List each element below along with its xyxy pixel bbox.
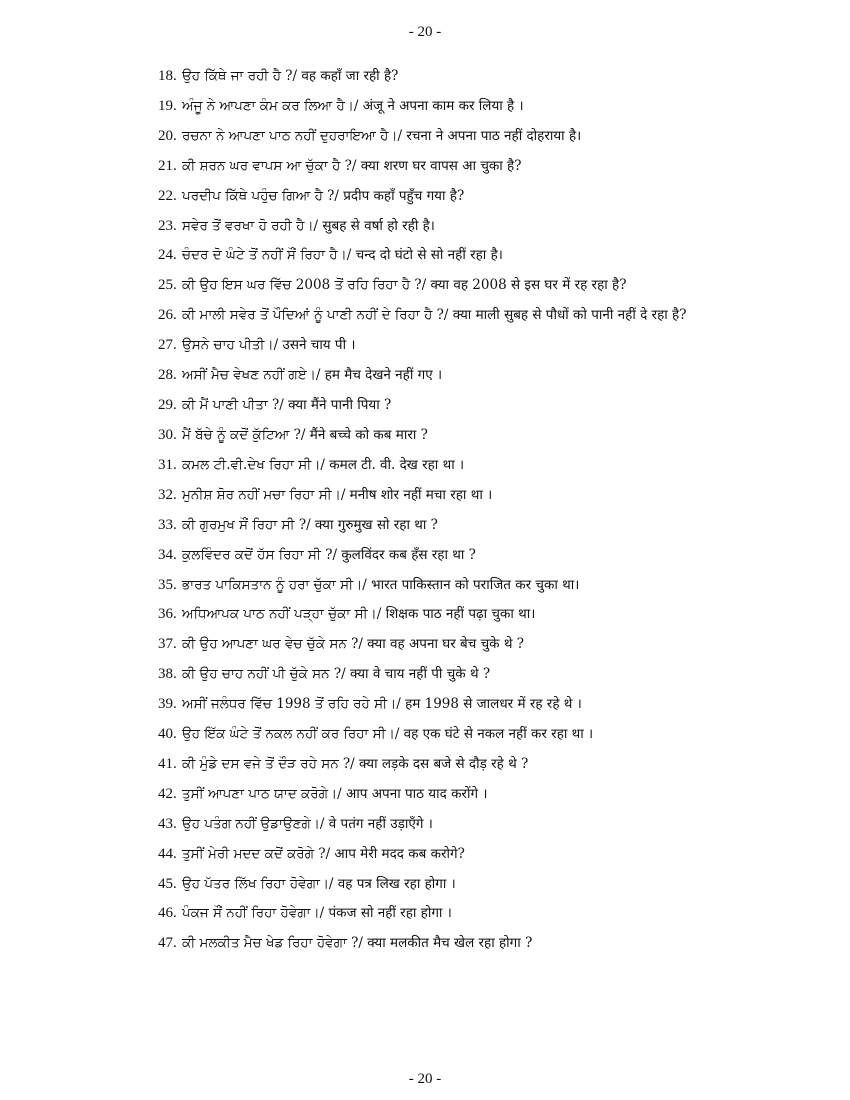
item-number: 18. [158, 68, 177, 84]
item-text: ਭਾਰਤ ਪਾਕਿਸਤਾਨ ਨੂੰ ਹਰਾ ਚੁੱਕਾ ਸੀ।/ भारत पाकिस्तान को पराजित कर चुका था। [182, 576, 580, 593]
item-text: ਅਸੀਂ ਮੈਚ ਵੇਖਣ ਨਹੀਂ ਗਏ।/ हम मैच देखने नहीं गए । [182, 367, 443, 384]
item-number: 32. [158, 486, 177, 503]
item-text: ਉਹ ਪਤੰਗ ਨਹੀਂ ਉਡਾਉਣਗੇ।/ वे पतंग नहीं उड़ाएँगे । [182, 815, 433, 832]
item-text: ਤੁਸੀਂ ਮੇਰੀ ਮਦਦ ਕਦੋਂ ਕਰੋਗੇ ?/ आप मेरी मदद कब करोगे? [182, 845, 465, 862]
item-number: 22. [158, 187, 177, 204]
item-text: ਰਚਨਾ ਨੇ ਆਪਣਾ ਪਾਠ ਨਹੀਂ ਦੁਹਰਾਇਆ ਹੈ।/ रचना ने अपना पाठ नहीं दोहराया है। [182, 127, 582, 144]
list-item [158, 541, 768, 571]
item-text: ਉਸਨੇ ਚਾਹ ਪੀਤੀ।/ उसने चाय पी । [182, 337, 356, 354]
item-text: ਸਵੇਰ ਤੋਂ ਵਰਖਾ ਹੋ ਰਹੀ ਹੈ।/ सुबह से वर्षा हो रही है। [182, 217, 435, 234]
item-number: 42. [158, 785, 177, 802]
list-item [158, 92, 768, 122]
item-text: ਉਹ ਇੱਕ ਘੰਟੇ ਤੋਂ ਨਕਲ ਨਹੀਂ ਕਰ ਰਿਹਾ ਸੀ।/ वह एक घंटे से नकल नहीं कर रहा था । [182, 726, 594, 743]
item-text: ਮੈਂ ਬੱਚੇ ਨੂੰ ਕਦੋਂ ਕੁੱਟਿਆ ?/ मैंने बच्चे को कब मारा ? [182, 426, 428, 443]
item-text: ਕੀ ਮੈਂ ਪਾਣੀ ਪੀਤਾ ?/ क्या मैंने पानी पिया ? [182, 397, 392, 414]
list-item [158, 212, 768, 242]
list-item [158, 391, 768, 421]
list-item [158, 630, 768, 660]
list-item [158, 660, 768, 690]
item-number: 31. [158, 456, 177, 473]
item-number: 47. [158, 935, 177, 952]
list-item [158, 361, 768, 391]
list-item [158, 122, 768, 152]
list-item [158, 929, 768, 959]
item-text: ਕੀ ਮਲਕੀਤ ਮੈਚ ਖੇਡ ਰਿਹਾ ਹੋਵੇਗਾ ?/ क्या मलकीत मैच खेल रहा होगा ? [182, 935, 533, 952]
item-text: ਪਰਦੀਪ ਕਿੱਥੇ ਪਹੁੰਚ ਗਿਆ ਹੈ ?/ प्रदीप कहाँ पहुँच गया है? [182, 187, 465, 204]
item-number: 40. [158, 726, 177, 743]
list-item [158, 451, 768, 481]
item-number: 29. [158, 397, 177, 414]
sentence-list [158, 62, 768, 959]
page-number-top: - 20 - [408, 24, 442, 40]
list-item [158, 241, 768, 271]
item-text: ਕੀ ਉਹ ਇਸ ਘਰ ਵਿੱਚ 2008 ਤੋਂ ਰਹਿ ਰਿਹਾ ਹੈ ?/ क्या वह 2008 से इस घर में रह रहा है? [182, 277, 627, 294]
list-item [158, 271, 768, 301]
item-text: ਉਹ ਪੱਤਰ ਲਿੱਖ ਰਿਹਾ ਹੋਵੇਗਾ।/ वह पत्र लिख रहा होगा । [182, 875, 456, 892]
item-number: 30. [158, 426, 177, 443]
item-text: ਮੁਨੀਸ਼ ਸ਼ੋਰ ਨਹੀਂ ਮਚਾ ਰਿਹਾ ਸੀ।/ मनीष शोर नहीं मचा रहा था । [182, 486, 493, 503]
item-number: 24. [158, 247, 177, 264]
item-number: 38. [158, 666, 177, 683]
item-number: 35. [158, 576, 177, 593]
item-number: 37. [158, 636, 177, 653]
item-text: ਕੁਲਵਿੰਦਰ ਕਦੋਂ ਹੱਸ ਰਿਹਾ ਸੀ ?/ कुलविंदर कब हँस रहा था ? [182, 546, 476, 563]
list-item [158, 810, 768, 840]
list-item [158, 690, 768, 720]
list-item [158, 750, 768, 780]
list-item [158, 301, 768, 329]
item-number: 20. [158, 127, 177, 144]
item-number: 19. [158, 97, 177, 114]
item-number: 44. [158, 845, 177, 862]
list-item [158, 780, 768, 810]
item-text: ਕੀ ਗੁਰਮੁਖ ਸੌਂ ਰਿਹਾ ਸੀ ?/ क्या गुरुमुख सो रहा था ? [182, 516, 438, 533]
item-text: ਕੀ ਉਹ ਚਾਹ ਨਹੀਂ ਪੀ ਚੁੱਕੇ ਸਨ ?/ क्या वे चाय नहीं पी चुके थे ? [182, 666, 491, 683]
item-number: 41. [158, 755, 177, 772]
item-text: ਅੰਜੂ ਨੇ ਆਪਣਾ ਕੰਮ ਕਰ ਲਿਆ ਹੈ।/ अंजू ने अपना काम कर लिया है । [182, 97, 524, 114]
list-item [158, 511, 768, 541]
list-item [158, 600, 768, 630]
list-item [158, 421, 768, 451]
item-number: 27. [158, 337, 177, 354]
list-item [158, 720, 768, 750]
list-item [158, 899, 768, 929]
item-number: 21. [158, 157, 177, 174]
page-number-bottom: - 20 - [408, 1071, 442, 1087]
item-text: ਉਹ ਕਿੱਥੇ ਜਾ ਰਹੀ ਹੈ ?/ वह कहाँ जा रही है? [182, 68, 399, 84]
item-number: 43. [158, 815, 177, 832]
item-text: ਕੀ ਉਹ ਆਪਣਾ ਘਰ ਵੇਚ ਚੁੱਕੇ ਸਨ ?/ क्या वह अपना घर बेच चुके थे ? [182, 636, 524, 653]
item-number: 46. [158, 905, 177, 922]
item-number: 25. [158, 277, 177, 294]
item-number: 33. [158, 516, 177, 533]
item-text: ਅਧਿਆਪਕ ਪਾਠ ਨਹੀਂ ਪੜ੍ਹਾ ਚੁੱਕਾ ਸੀ।/ शिक्षक पाठ नहीं पढ़ा चुका था। [182, 606, 536, 623]
list-item [158, 62, 768, 92]
item-number: 26. [158, 307, 177, 324]
item-number: 23. [158, 217, 177, 234]
list-item [158, 182, 768, 212]
item-text: ਕੀ ਮਾਲੀ ਸਵੇਰ ਤੋਂ ਪੌਦਿਆਂ ਨੂੰ ਪਾਣੀ ਨਹੀਂ ਦੇ ਰਿਹਾ ਹੈ ?/ क्या माली सुबह से पौधों को पानी नहीं दे रहा है? [182, 307, 687, 324]
item-number: 45. [158, 875, 177, 892]
item-text: ਅਸੀਂ ਜਲੰਧਰ ਵਿੱਚ 1998 ਤੋਂ ਰਹਿ ਰਹੇ ਸੀ।/ हम 1998 से जालधर में रह रहे थे । [182, 696, 582, 713]
list-item [158, 870, 768, 900]
item-number: 39. [158, 696, 177, 713]
list-item [158, 571, 768, 601]
list-item [158, 331, 768, 361]
list-item [158, 481, 768, 511]
list-item [158, 152, 768, 182]
item-text: ਕੀ ਮੁੰਡੇ ਦਸ ਵਜੇ ਤੋਂ ਦੌੜ ਰਹੇ ਸਨ ?/ क्या लड़के दस बजे से दौड़ रहे थे ? [182, 755, 529, 772]
item-text: ਕੀ ਸ਼ਰਨ ਘਰ ਵਾਪਸ ਆ ਚੁੱਕਾ ਹੈ ?/ क्या शरण घर वापस आ चुका है? [182, 157, 522, 174]
item-text: ਕਮਲ ਟੀ.ਵੀ.ਦੇਖ ਰਿਹਾ ਸੀ।/ कमल टी. वी. देख रहा था । [182, 456, 465, 473]
item-text: ਚੰਦਰ ਦੋ ਘੰਟੇ ਤੋਂ ਨਹੀਂ ਸੌਂ ਰਿਹਾ ਹੈ।/ चन्द दो घंटो से सो नहीं रहा है। [182, 247, 503, 264]
item-text: ਪੰਕਜ ਸੌਂ ਨਹੀਂ ਰਿਹਾ ਹੋਵੇਗਾ।/ पंकज सो नहीं रहा होगा । [182, 905, 452, 922]
item-text: ਤੁਸੀਂ ਆਪਣਾ ਪਾਠ ਯਾਦ ਕਰੋਗੇ।/ आप अपना पाठ याद करोंगे । [182, 785, 488, 802]
item-number: 28. [158, 367, 177, 384]
item-number: 34. [158, 546, 177, 563]
item-number: 36. [158, 606, 177, 623]
list-item [158, 840, 768, 870]
